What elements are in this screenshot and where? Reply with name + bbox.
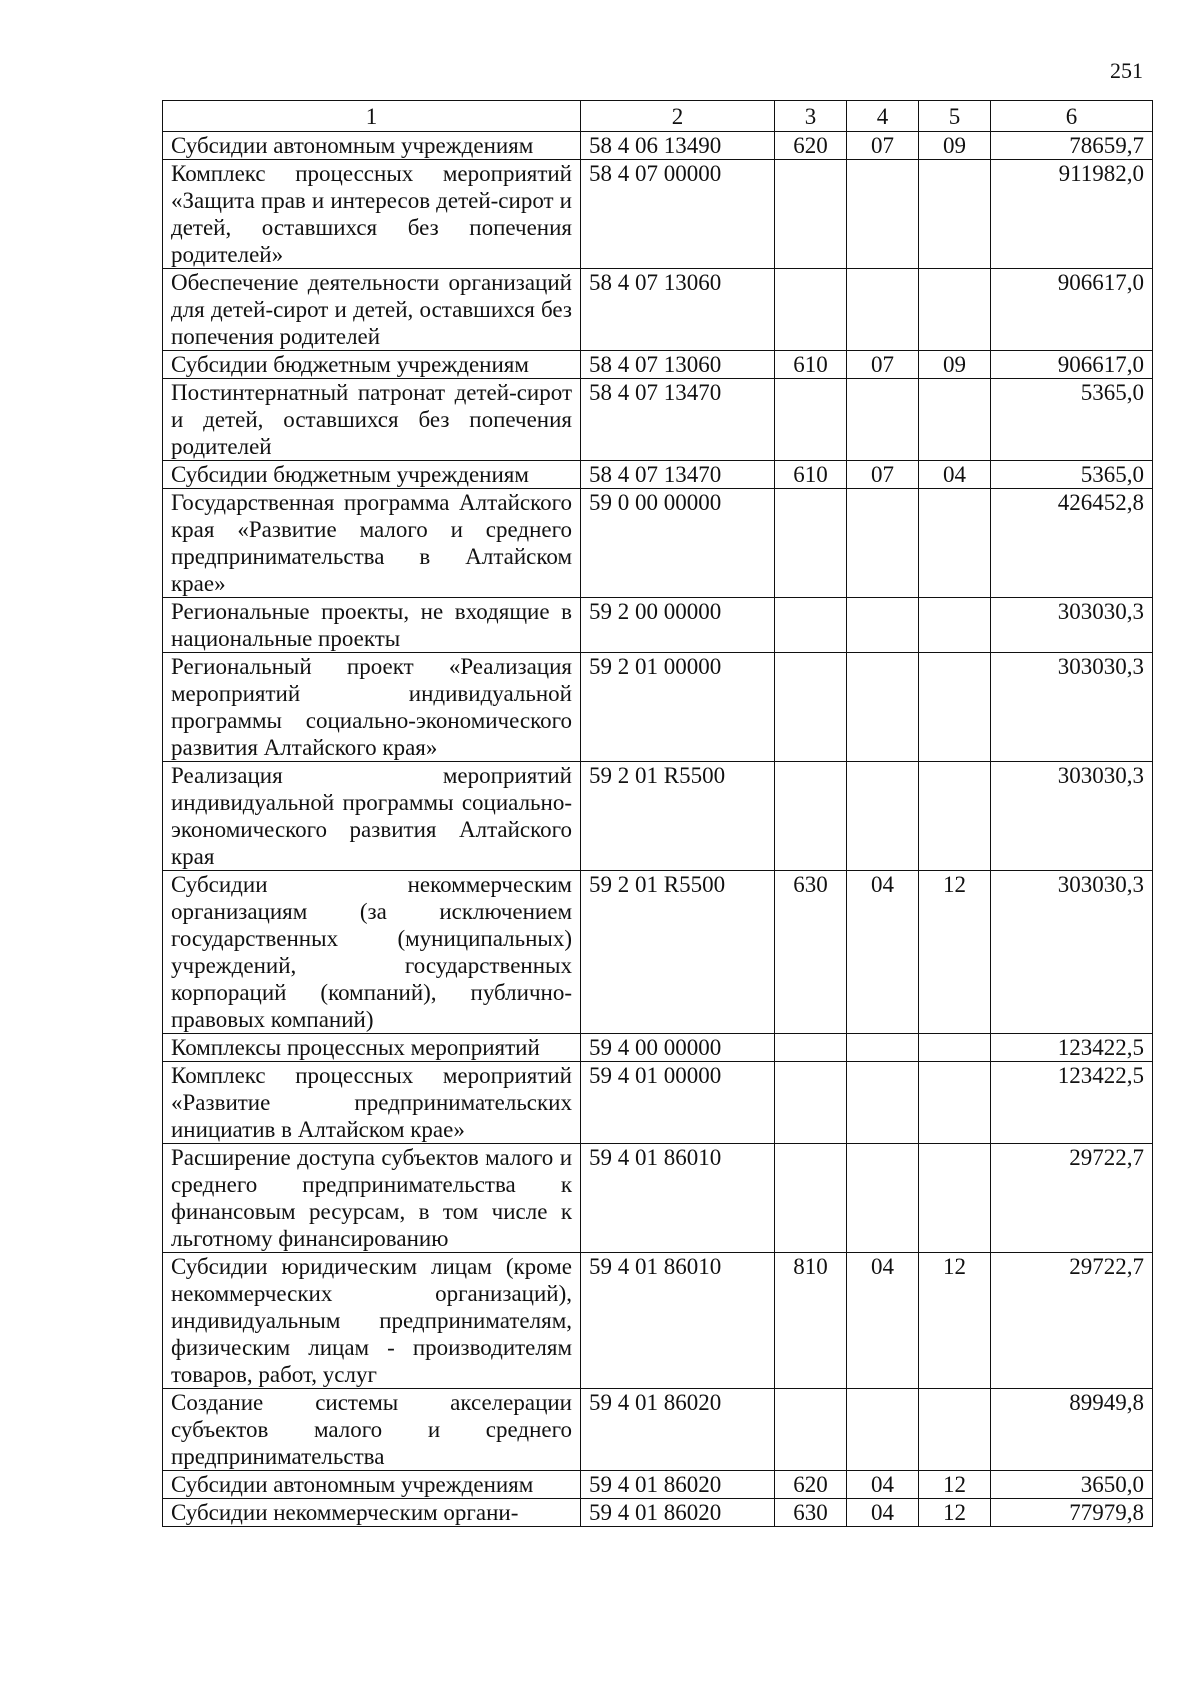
row-code: 58 4 07 13470 — [581, 379, 775, 461]
row-code: 59 2 01 00000 — [581, 653, 775, 762]
row-code: 58 4 06 13490 — [581, 132, 775, 160]
table-row — [163, 1062, 1153, 1144]
row-subsection: 12 — [919, 1253, 991, 1389]
header-col-2: 2 — [581, 101, 775, 132]
table-row — [163, 351, 1153, 379]
row-subsection: 04 — [919, 461, 991, 489]
row-expense-type — [775, 653, 847, 762]
table-row — [163, 1471, 1153, 1499]
row-name: Комплекс процессных мероприятий «Развитие предпринимательских инициатив в Алтайском крае» — [163, 1062, 581, 1144]
row-name: Субсидии бюджетным учреждениям — [163, 461, 581, 489]
row-name: Региональные проекты, не входящие в национальные проекты — [163, 598, 581, 653]
row-amount: 911982,0 — [991, 160, 1153, 269]
row-amount: 29722,7 — [991, 1144, 1153, 1253]
table-row — [163, 1499, 1153, 1527]
row-name: Субсидии автономным учреждениям — [163, 132, 581, 160]
row-name: Субсидии бюджетным учреждениям — [163, 351, 581, 379]
row-expense-type — [775, 269, 847, 351]
row-name: Комплекс процессных мероприятий «Защита прав и интересов детей-сирот и детей, оставшихся без попечения родителей» — [163, 160, 581, 269]
row-name: Реализация мероприятий индивидуальной программы социально-экономического развития Алтайского края — [163, 762, 581, 871]
row-subsection — [919, 762, 991, 871]
row-subsection: 12 — [919, 1499, 991, 1527]
row-section — [847, 489, 919, 598]
row-expense-type — [775, 1062, 847, 1144]
row-code: 59 4 01 86010 — [581, 1253, 775, 1389]
row-subsection — [919, 1062, 991, 1144]
row-code: 59 4 01 86020 — [581, 1389, 775, 1471]
row-amount: 123422,5 — [991, 1034, 1153, 1062]
page-number: 251 — [1110, 58, 1143, 83]
row-amount: 906617,0 — [991, 269, 1153, 351]
budget-table — [162, 100, 1153, 1527]
row-code: 59 4 01 86010 — [581, 1144, 775, 1253]
row-section — [847, 653, 919, 762]
row-name: Комплексы процессных мероприятий — [163, 1034, 581, 1062]
row-amount: 89949,8 — [991, 1389, 1153, 1471]
row-subsection — [919, 598, 991, 653]
header-col-4: 4 — [847, 101, 919, 132]
row-code: 58 4 07 00000 — [581, 160, 775, 269]
table-row — [163, 269, 1153, 351]
row-section — [847, 269, 919, 351]
row-amount: 29722,7 — [991, 1253, 1153, 1389]
table-row — [163, 489, 1153, 598]
row-expense-type: 620 — [775, 132, 847, 160]
row-expense-type — [775, 598, 847, 653]
row-expense-type: 610 — [775, 351, 847, 379]
row-section: 07 — [847, 461, 919, 489]
row-subsection: 12 — [919, 871, 991, 1034]
row-section: 04 — [847, 1499, 919, 1527]
row-amount: 303030,3 — [991, 871, 1153, 1034]
row-section — [847, 1062, 919, 1144]
row-expense-type: 610 — [775, 461, 847, 489]
row-subsection — [919, 379, 991, 461]
row-amount: 426452,8 — [991, 489, 1153, 598]
table-row — [163, 762, 1153, 871]
row-expense-type: 630 — [775, 871, 847, 1034]
row-amount: 303030,3 — [991, 653, 1153, 762]
row-expense-type — [775, 1144, 847, 1253]
row-code: 59 4 01 00000 — [581, 1062, 775, 1144]
row-section: 04 — [847, 1253, 919, 1389]
row-section — [847, 160, 919, 269]
row-subsection — [919, 489, 991, 598]
row-amount: 3650,0 — [991, 1471, 1153, 1499]
row-name: Субсидии автономным учреждениям — [163, 1471, 581, 1499]
row-expense-type: 620 — [775, 1471, 847, 1499]
row-expense-type — [775, 160, 847, 269]
row-section — [847, 379, 919, 461]
row-expense-type — [775, 762, 847, 871]
row-amount: 303030,3 — [991, 598, 1153, 653]
row-section: 04 — [847, 871, 919, 1034]
row-name: Субсидии некоммерческим органи- — [163, 1499, 581, 1527]
row-name: Субсидии некоммерческим организациям (за исключением государственных (муниципальных) учреждений, государственных корпораций (компаний), публично-правовых компаний) — [163, 871, 581, 1034]
row-amount: 5365,0 — [991, 461, 1153, 489]
row-section — [847, 1144, 919, 1253]
header-col-5: 5 — [919, 101, 991, 132]
table-row — [163, 379, 1153, 461]
row-section: 07 — [847, 351, 919, 379]
table-row — [163, 871, 1153, 1034]
row-section: 04 — [847, 1471, 919, 1499]
row-name: Государственная программа Алтайского края «Развитие малого и среднего предпринимательства в Алтайском крае» — [163, 489, 581, 598]
row-code: 58 4 07 13060 — [581, 351, 775, 379]
header-row — [163, 101, 1153, 132]
row-name: Обеспечение деятельности организаций для детей-сирот и детей, оставшихся без попечения родителей — [163, 269, 581, 351]
row-expense-type — [775, 489, 847, 598]
row-subsection — [919, 160, 991, 269]
table-row — [163, 1034, 1153, 1062]
row-section — [847, 1034, 919, 1062]
row-amount: 78659,7 — [991, 132, 1153, 160]
row-name: Региональный проект «Реализация мероприятий индивидуальной программы социально-экономического развития Алтайского края» — [163, 653, 581, 762]
row-name: Субсидии юридическим лицам (кроме некоммерческих организаций), индивидуальным предпринимателям, физическим лицам - производителям товаров, работ, услуг — [163, 1253, 581, 1389]
table-row — [163, 653, 1153, 762]
row-section — [847, 762, 919, 871]
row-code: 59 4 00 00000 — [581, 1034, 775, 1062]
row-code: 59 0 00 00000 — [581, 489, 775, 598]
row-name: Создание системы акселерации субъектов малого и среднего предпринимательства — [163, 1389, 581, 1471]
row-amount: 906617,0 — [991, 351, 1153, 379]
row-section: 07 — [847, 132, 919, 160]
table-row — [163, 461, 1153, 489]
row-expense-type — [775, 1034, 847, 1062]
row-subsection — [919, 653, 991, 762]
table-row — [163, 160, 1153, 269]
row-expense-type: 630 — [775, 1499, 847, 1527]
row-amount: 303030,3 — [991, 762, 1153, 871]
table-row — [163, 598, 1153, 653]
row-section — [847, 598, 919, 653]
header-col-6: 6 — [991, 101, 1153, 132]
table-header — [163, 101, 1153, 132]
row-code: 59 2 01 R5500 — [581, 871, 775, 1034]
row-subsection: 09 — [919, 132, 991, 160]
header-col-3: 3 — [775, 101, 847, 132]
row-subsection — [919, 269, 991, 351]
row-amount: 5365,0 — [991, 379, 1153, 461]
row-code: 59 2 00 00000 — [581, 598, 775, 653]
table-body — [163, 132, 1153, 1527]
row-expense-type — [775, 379, 847, 461]
row-subsection — [919, 1389, 991, 1471]
row-name: Постинтернатный патронат детей-сирот и детей, оставшихся без попечения родителей — [163, 379, 581, 461]
row-section — [847, 1389, 919, 1471]
row-name: Расширение доступа субъектов малого и среднего предпринимательства к финансовым ресурсам, в том числе к льготному финансированию — [163, 1144, 581, 1253]
row-code: 58 4 07 13060 — [581, 269, 775, 351]
row-expense-type — [775, 1389, 847, 1471]
row-amount: 77979,8 — [991, 1499, 1153, 1527]
table-row — [163, 132, 1153, 160]
row-subsection — [919, 1034, 991, 1062]
row-code: 58 4 07 13470 — [581, 461, 775, 489]
row-subsection: 12 — [919, 1471, 991, 1499]
table-row — [163, 1389, 1153, 1471]
row-code: 59 4 01 86020 — [581, 1471, 775, 1499]
table-row — [163, 1144, 1153, 1253]
row-code: 59 4 01 86020 — [581, 1499, 775, 1527]
row-subsection — [919, 1144, 991, 1253]
row-expense-type: 810 — [775, 1253, 847, 1389]
row-code: 59 2 01 R5500 — [581, 762, 775, 871]
table-row — [163, 1253, 1153, 1389]
row-amount: 123422,5 — [991, 1062, 1153, 1144]
row-subsection: 09 — [919, 351, 991, 379]
header-col-1: 1 — [163, 101, 581, 132]
